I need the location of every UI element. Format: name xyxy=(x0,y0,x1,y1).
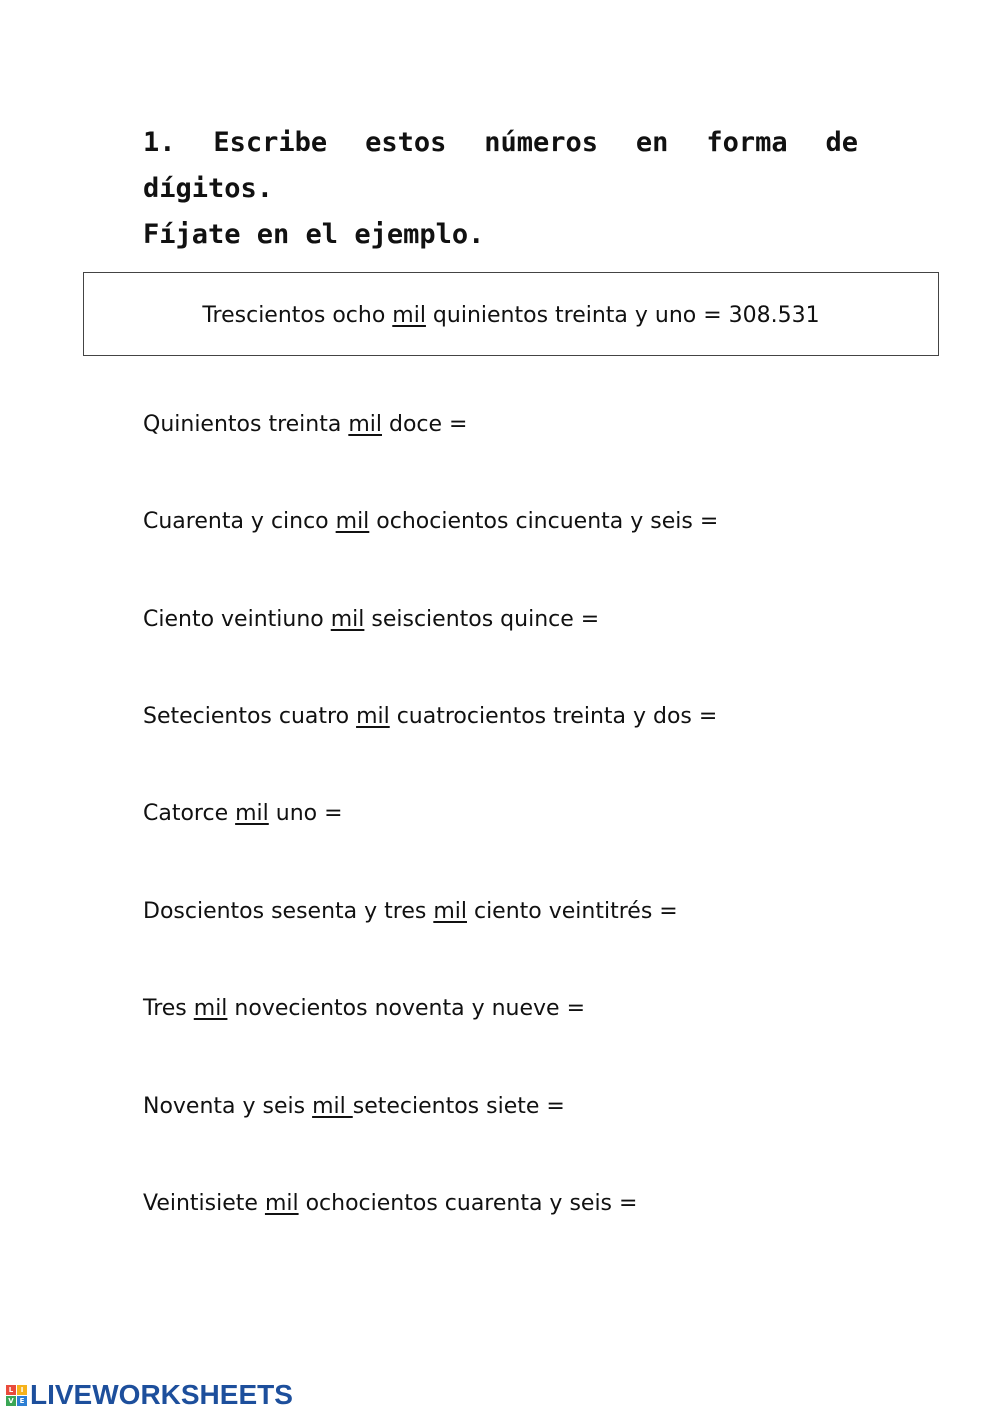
instruction-line-1: 1. Escribe estos números en forma de dígitos. xyxy=(143,127,858,204)
answer-input-4[interactable] xyxy=(723,705,843,729)
exercise-mil: mil xyxy=(335,509,370,534)
exercise-before: Catorce xyxy=(143,801,236,826)
instruction-title xyxy=(143,120,858,258)
logo-block: I xyxy=(17,1385,27,1395)
example-after: quinientos treinta y uno = 308.531 xyxy=(425,303,820,328)
exercise-after: seiscientos quince = xyxy=(364,607,600,632)
exercise-7 xyxy=(143,995,711,1023)
answer-input-7[interactable] xyxy=(591,997,711,1021)
answer-input-9[interactable] xyxy=(643,1192,763,1216)
answer-input-8[interactable] xyxy=(571,1095,691,1119)
exercise-before: Tres xyxy=(143,996,194,1021)
exercise-before: Quinientos treinta xyxy=(143,412,349,437)
exercise-mil: mil xyxy=(330,607,365,632)
exercise-before: Setecientos cuatro xyxy=(143,704,357,729)
exercise-8 xyxy=(143,1093,691,1121)
exercise-mil: mil xyxy=(433,899,467,924)
answer-input-6[interactable] xyxy=(684,900,804,924)
exercise-1 xyxy=(143,411,593,439)
exercise-after: doce = xyxy=(381,412,468,437)
exercise-5 xyxy=(143,800,469,828)
logo-blocks-icon xyxy=(6,1385,27,1406)
logo-block: E xyxy=(17,1396,27,1406)
exercise-before: Ciento veintiuno xyxy=(143,607,331,632)
exercise-mil: mil xyxy=(193,996,228,1021)
answer-input-2[interactable] xyxy=(724,510,844,534)
logo-text: LIVEWORKSHEETS xyxy=(30,1379,293,1410)
answer-input-3[interactable] xyxy=(605,608,725,632)
example-before: Trescientos ocho xyxy=(202,303,393,328)
logo-block: L xyxy=(6,1385,16,1395)
exercise-3 xyxy=(143,606,725,634)
exercise-mil: mil xyxy=(348,412,382,437)
example-box xyxy=(83,272,939,356)
answer-input-5[interactable] xyxy=(349,802,469,826)
example-mil: mil xyxy=(392,303,426,328)
exercise-after: cuatrocientos treinta y dos = xyxy=(389,704,718,729)
exercise-6 xyxy=(143,898,804,926)
exercise-after: uno = xyxy=(268,801,343,826)
exercise-after: ochocientos cuarenta y seis = xyxy=(298,1191,638,1216)
example-text xyxy=(84,302,938,330)
exercise-before: Cuarenta y cinco xyxy=(143,509,336,534)
liveworksheets-logo xyxy=(6,1378,293,1412)
exercise-before: Noventa y seis xyxy=(143,1094,313,1119)
exercise-4 xyxy=(143,703,843,731)
exercise-mil: mil xyxy=(356,704,390,729)
exercise-9 xyxy=(143,1190,763,1218)
exercise-mil: mil xyxy=(264,1191,299,1216)
answer-input-1[interactable] xyxy=(473,413,593,437)
exercise-after: ciento veintitrés = xyxy=(466,899,678,924)
exercise-mil: mil xyxy=(312,1094,353,1119)
exercise-before: Veintisiete xyxy=(143,1191,265,1216)
instruction-line-2: Fíjate en el ejemplo. xyxy=(143,219,485,250)
exercise-after: ochocientos cincuenta y seis = xyxy=(369,509,719,534)
exercise-after: setecientos siete = xyxy=(352,1094,565,1119)
exercise-2 xyxy=(143,508,844,536)
logo-block: V xyxy=(6,1396,16,1406)
exercise-after: novecientos noventa y nueve = xyxy=(227,996,586,1021)
exercise-mil: mil xyxy=(235,801,269,826)
exercise-before: Doscientos sesenta y tres xyxy=(143,899,434,924)
